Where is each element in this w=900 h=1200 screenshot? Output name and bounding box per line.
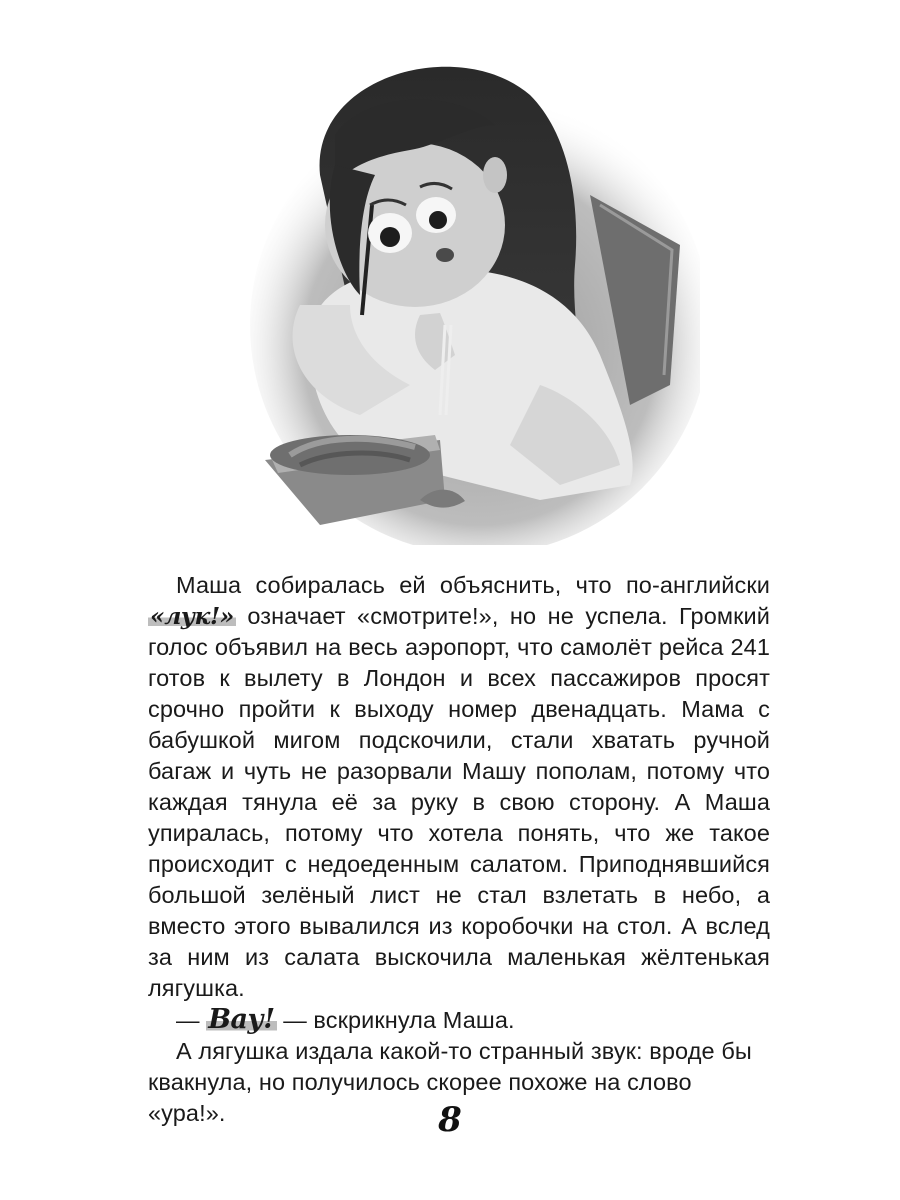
handwritten-word-look: «лук!» bbox=[150, 602, 234, 630]
paragraph-1-start: Маша собиралась ей объяснить, что по-английски bbox=[176, 572, 770, 598]
dialogue-dash: — bbox=[176, 1007, 207, 1033]
page-number: 8 bbox=[438, 1100, 462, 1140]
girl-with-salad-illustration bbox=[240, 55, 700, 545]
handwritten-word-wow: Вау! bbox=[208, 1004, 275, 1035]
paragraph-1 bbox=[148, 570, 770, 1004]
paragraph-2 bbox=[148, 1004, 770, 1036]
paragraph-3: А лягушка издала какой-то странный звук: вроде бы квакнула, но получилось скорее похоже на слово «ура!». bbox=[148, 1038, 752, 1126]
paragraph-2-rest: — вскрикнула Маша. bbox=[276, 1007, 515, 1033]
paragraph-1-rest: означает «смотрите!», но не успела. Громкий голос объявил на весь аэропорт, что самолёт рейса 241 готов к вылету в Лондон и всех пассажиров просят срочно пройти к выходу номер двенадцать. Мама с бабушкой мигом подскочили, стали хватать ручной багаж и чуть не разорвали Машу пополам, потому что каждая тянула её за руку в свою сторону. А Маша упиралась, потому что хотела понять, что же такое происходит с недоеденным салатом. Приподнявшийся большой зелёный лист не стал взлетать в небо, а вместо этого вывалился из коробочки на стол. А вслед за ним из салата выскочила маленькая жёлтенькая лягушка. bbox=[148, 603, 770, 1001]
story-text bbox=[148, 570, 770, 1129]
